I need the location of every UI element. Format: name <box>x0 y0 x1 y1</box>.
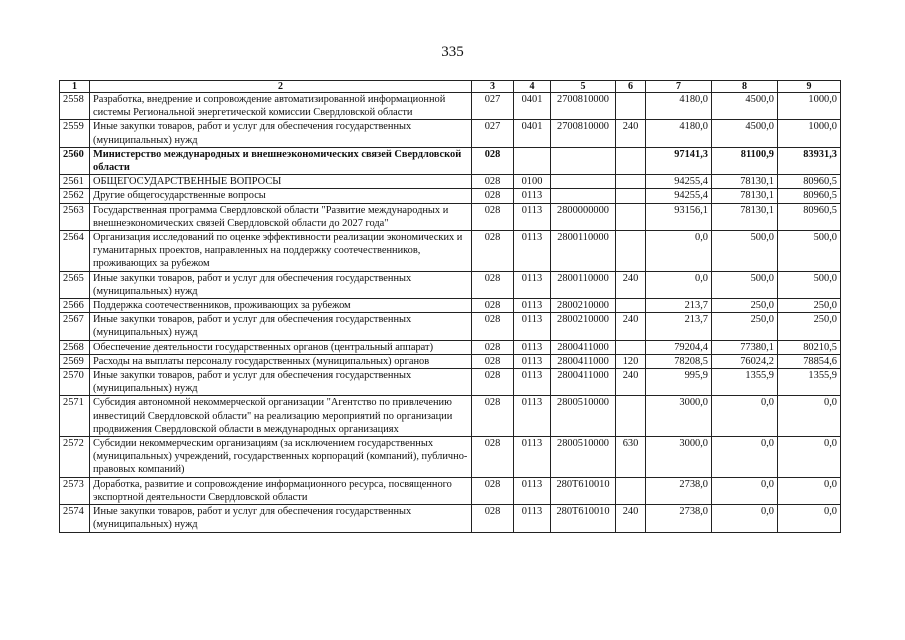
amount-year2-cell: 78130,1 <box>712 203 778 230</box>
expense-type-cell <box>616 340 646 354</box>
amount-year1-cell: 79204,4 <box>646 340 712 354</box>
item-name-cell: Государственная программа Свердловской области "Развитие международных и внешнеэкономических связей Свердловской области до 2027 года" <box>90 203 472 230</box>
department-code-cell: 028 <box>472 505 514 532</box>
item-name-cell: Доработка, развитие и сопровождение информационного ресурса, посвященного экспортной деятельности Свердловской области <box>90 477 472 504</box>
department-code-cell: 028 <box>472 340 514 354</box>
table-row <box>60 340 841 354</box>
table-row <box>60 93 841 120</box>
expense-type-cell: 240 <box>616 369 646 396</box>
amount-year2-cell: 250,0 <box>712 313 778 340</box>
row-number-cell: 2571 <box>60 396 90 437</box>
amount-year3-cell: 1000,0 <box>778 93 841 120</box>
amount-year2-cell: 250,0 <box>712 299 778 313</box>
section-code-cell: 0401 <box>514 120 551 147</box>
target-article-cell: 2800411000 <box>551 340 616 354</box>
expense-type-cell: 630 <box>616 437 646 478</box>
column-header-2: 2 <box>90 81 472 93</box>
amount-year3-cell: 1355,9 <box>778 369 841 396</box>
department-code-cell: 027 <box>472 93 514 120</box>
section-code-cell: 0113 <box>514 505 551 532</box>
amount-year1-cell: 2738,0 <box>646 505 712 532</box>
item-name-cell: Иные закупки товаров, работ и услуг для обеспечения государственных (муниципальных) нужд <box>90 120 472 147</box>
section-code-cell: 0113 <box>514 369 551 396</box>
item-name-cell: Организация исследований по оценке эффективности реализации экономических и гуманитарных проектов, направленных на поддержку соотечественников, проживающих за рубежом <box>90 231 472 272</box>
target-article-cell: 280Т610010 <box>551 477 616 504</box>
target-article-cell: 2800110000 <box>551 231 616 272</box>
item-name-cell: ОБЩЕГОСУДАРСТВЕННЫЕ ВОПРОСЫ <box>90 175 472 189</box>
row-number-cell: 2569 <box>60 354 90 368</box>
expense-type-cell <box>616 299 646 313</box>
target-article-cell <box>551 175 616 189</box>
item-name-cell: Обеспечение деятельности государственных органов (центральный аппарат) <box>90 340 472 354</box>
section-code-cell: 0401 <box>514 93 551 120</box>
amount-year2-cell: 77380,1 <box>712 340 778 354</box>
target-article-cell: 2800110000 <box>551 271 616 298</box>
target-article-cell: 2800510000 <box>551 396 616 437</box>
section-code-cell: 0113 <box>514 437 551 478</box>
amount-year2-cell: 76024,2 <box>712 354 778 368</box>
row-number-cell: 2558 <box>60 93 90 120</box>
column-header-6: 6 <box>616 81 646 93</box>
amount-year3-cell: 78854,6 <box>778 354 841 368</box>
item-name-cell: Министерство международных и внешнеэкономических связей Свердловской области <box>90 147 472 174</box>
amount-year2-cell: 500,0 <box>712 271 778 298</box>
section-code-cell: 0113 <box>514 340 551 354</box>
department-code-cell: 028 <box>472 189 514 203</box>
column-header-5: 5 <box>551 81 616 93</box>
department-code-cell: 028 <box>472 354 514 368</box>
department-code-cell: 028 <box>472 271 514 298</box>
department-code-cell: 028 <box>472 369 514 396</box>
expense-type-cell: 240 <box>616 505 646 532</box>
item-name-cell: Иные закупки товаров, работ и услуг для обеспечения государственных (муниципальных) нужд <box>90 505 472 532</box>
amount-year1-cell: 213,7 <box>646 299 712 313</box>
row-number-cell: 2564 <box>60 231 90 272</box>
amount-year3-cell: 80960,5 <box>778 175 841 189</box>
row-number-cell: 2573 <box>60 477 90 504</box>
section-code-cell: 0113 <box>514 203 551 230</box>
item-name-cell: Иные закупки товаров, работ и услуг для обеспечения государственных (муниципальных) нужд <box>90 271 472 298</box>
expense-type-cell <box>616 93 646 120</box>
section-code-cell: 0100 <box>514 175 551 189</box>
amount-year3-cell: 80960,5 <box>778 203 841 230</box>
expense-type-cell <box>616 477 646 504</box>
section-code-cell: 0113 <box>514 396 551 437</box>
expense-type-cell <box>616 396 646 437</box>
amount-year2-cell: 1355,9 <box>712 369 778 396</box>
amount-year2-cell: 500,0 <box>712 231 778 272</box>
row-number-cell: 2568 <box>60 340 90 354</box>
amount-year2-cell: 78130,1 <box>712 189 778 203</box>
department-code-cell: 028 <box>472 147 514 174</box>
column-header-8: 8 <box>712 81 778 93</box>
amount-year3-cell: 500,0 <box>778 271 841 298</box>
department-code-cell: 028 <box>472 231 514 272</box>
table-row <box>60 203 841 230</box>
table-row <box>60 505 841 532</box>
department-code-cell: 027 <box>472 120 514 147</box>
expense-type-cell <box>616 203 646 230</box>
row-number-cell: 2572 <box>60 437 90 478</box>
amount-year1-cell: 78208,5 <box>646 354 712 368</box>
table-row <box>60 271 841 298</box>
amount-year1-cell: 93156,1 <box>646 203 712 230</box>
item-name-cell: Разработка, внедрение и сопровождение автоматизированной информационной системы Региональной энергетической комиссии Свердловской области <box>90 93 472 120</box>
amount-year2-cell: 4500,0 <box>712 93 778 120</box>
row-number-cell: 2563 <box>60 203 90 230</box>
item-name-cell: Поддержка соотечественников, проживающих за рубежом <box>90 299 472 313</box>
amount-year3-cell: 0,0 <box>778 505 841 532</box>
section-code-cell <box>514 147 551 174</box>
table-row <box>60 369 841 396</box>
section-code-cell: 0113 <box>514 354 551 368</box>
amount-year1-cell: 213,7 <box>646 313 712 340</box>
row-number-cell: 2570 <box>60 369 90 396</box>
amount-year2-cell: 78130,1 <box>712 175 778 189</box>
department-code-cell: 028 <box>472 477 514 504</box>
target-article-cell: 2800210000 <box>551 313 616 340</box>
table-row <box>60 313 841 340</box>
expense-type-cell: 240 <box>616 120 646 147</box>
department-code-cell: 028 <box>472 203 514 230</box>
target-article-cell <box>551 147 616 174</box>
target-article-cell: 2800210000 <box>551 299 616 313</box>
item-name-cell: Другие общегосударственные вопросы <box>90 189 472 203</box>
target-article-cell: 2800411000 <box>551 354 616 368</box>
table-row <box>60 189 841 203</box>
column-header-1: 1 <box>60 81 90 93</box>
amount-year1-cell: 4180,0 <box>646 93 712 120</box>
table-row <box>60 396 841 437</box>
row-number-cell: 2559 <box>60 120 90 147</box>
target-article-cell: 2800510000 <box>551 437 616 478</box>
table-row <box>60 231 841 272</box>
expense-type-cell <box>616 189 646 203</box>
department-code-cell: 028 <box>472 396 514 437</box>
section-code-cell: 0113 <box>514 271 551 298</box>
expense-type-cell: 120 <box>616 354 646 368</box>
amount-year2-cell: 4500,0 <box>712 120 778 147</box>
amount-year2-cell: 0,0 <box>712 505 778 532</box>
amount-year1-cell: 0,0 <box>646 231 712 272</box>
amount-year3-cell: 80210,5 <box>778 340 841 354</box>
target-article-cell: 2800411000 <box>551 369 616 396</box>
department-code-cell: 028 <box>472 313 514 340</box>
target-article-cell: 2700810000 <box>551 120 616 147</box>
amount-year1-cell: 3000,0 <box>646 396 712 437</box>
amount-year2-cell: 81100,9 <box>712 147 778 174</box>
department-code-cell: 028 <box>472 437 514 478</box>
item-name-cell: Расходы на выплаты персоналу государственных (муниципальных) органов <box>90 354 472 368</box>
amount-year1-cell: 3000,0 <box>646 437 712 478</box>
amount-year3-cell: 500,0 <box>778 231 841 272</box>
table-row <box>60 354 841 368</box>
item-name-cell: Субсидия автономной некоммерческой организации "Агентство по привлечению инвестиций Свердловской области" на реализацию мероприятий по организации продвижения Свердловской области в международных организациях <box>90 396 472 437</box>
amount-year3-cell: 0,0 <box>778 396 841 437</box>
expense-type-cell: 240 <box>616 313 646 340</box>
amount-year2-cell: 0,0 <box>712 477 778 504</box>
expense-type-cell <box>616 147 646 174</box>
row-number-cell: 2562 <box>60 189 90 203</box>
page-number: 335 <box>441 44 464 60</box>
section-code-cell: 0113 <box>514 477 551 504</box>
department-code-cell: 028 <box>472 299 514 313</box>
row-number-cell: 2567 <box>60 313 90 340</box>
amount-year3-cell: 1000,0 <box>778 120 841 147</box>
budget-table <box>59 80 841 533</box>
amount-year3-cell: 0,0 <box>778 437 841 478</box>
column-header-9: 9 <box>778 81 841 93</box>
amount-year1-cell: 94255,4 <box>646 175 712 189</box>
table-row <box>60 437 841 478</box>
amount-year1-cell: 4180,0 <box>646 120 712 147</box>
table-row <box>60 147 841 174</box>
amount-year3-cell: 0,0 <box>778 477 841 504</box>
section-code-cell: 0113 <box>514 313 551 340</box>
column-header-4: 4 <box>514 81 551 93</box>
amount-year3-cell: 250,0 <box>778 313 841 340</box>
amount-year1-cell: 2738,0 <box>646 477 712 504</box>
amount-year3-cell: 250,0 <box>778 299 841 313</box>
row-number-cell: 2565 <box>60 271 90 298</box>
expense-type-cell <box>616 175 646 189</box>
section-code-cell: 0113 <box>514 231 551 272</box>
target-article-cell: 280Т610010 <box>551 505 616 532</box>
amount-year1-cell: 0,0 <box>646 271 712 298</box>
table-row <box>60 477 841 504</box>
amount-year1-cell: 97141,3 <box>646 147 712 174</box>
row-number-cell: 2560 <box>60 147 90 174</box>
row-number-cell: 2574 <box>60 505 90 532</box>
row-number-cell: 2566 <box>60 299 90 313</box>
header-row <box>60 81 841 93</box>
amount-year3-cell: 83931,3 <box>778 147 841 174</box>
expense-type-cell: 240 <box>616 271 646 298</box>
section-code-cell: 0113 <box>514 189 551 203</box>
amount-year3-cell: 80960,5 <box>778 189 841 203</box>
table-row <box>60 120 841 147</box>
amount-year1-cell: 995,9 <box>646 369 712 396</box>
table-row <box>60 175 841 189</box>
target-article-cell <box>551 189 616 203</box>
item-name-cell: Иные закупки товаров, работ и услуг для обеспечения государственных (муниципальных) нужд <box>90 313 472 340</box>
table-row <box>60 299 841 313</box>
target-article-cell: 2800000000 <box>551 203 616 230</box>
amount-year2-cell: 0,0 <box>712 437 778 478</box>
row-number-cell: 2561 <box>60 175 90 189</box>
target-article-cell: 2700810000 <box>551 93 616 120</box>
amount-year1-cell: 94255,4 <box>646 189 712 203</box>
item-name-cell: Иные закупки товаров, работ и услуг для обеспечения государственных (муниципальных) нужд <box>90 369 472 396</box>
amount-year2-cell: 0,0 <box>712 396 778 437</box>
column-header-3: 3 <box>472 81 514 93</box>
expense-type-cell <box>616 231 646 272</box>
table-body <box>60 93 841 533</box>
department-code-cell: 028 <box>472 175 514 189</box>
item-name-cell: Субсидии некоммерческим организациям (за исключением государственных (муниципальных) учреждений, государственных корпораций (компаний), публично-правовых компаний) <box>90 437 472 478</box>
section-code-cell: 0113 <box>514 299 551 313</box>
column-header-7: 7 <box>646 81 712 93</box>
